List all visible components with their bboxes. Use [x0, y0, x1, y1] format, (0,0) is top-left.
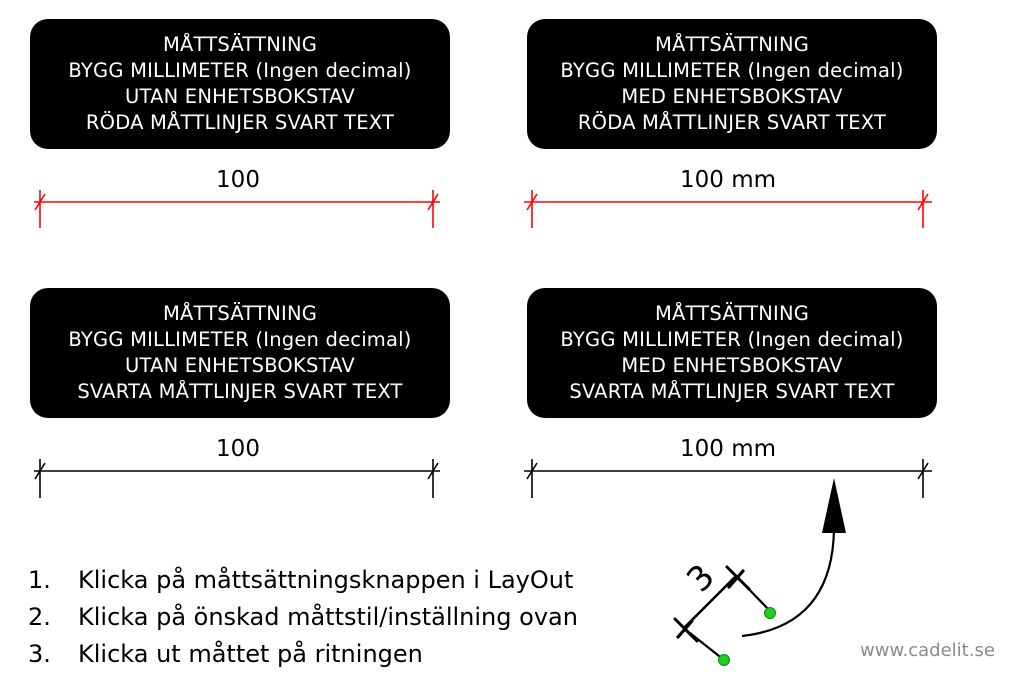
card-line: MED ENHETSBOKSTAV	[621, 85, 843, 108]
dimension-tool-icon	[675, 557, 776, 666]
dimension-line-red	[524, 190, 932, 228]
card-line: MÅTTSÄTTNING	[654, 33, 810, 56]
card-line: SVARTA MÅTTLINJER SVART TEXT	[77, 380, 403, 403]
card-line: RÖDA MÅTTLINJER SVART TEXT	[85, 111, 395, 134]
card-line: MED ENHETSBOKSTAV	[621, 354, 843, 377]
card-line: UTAN ENHETSBOKSTAV	[125, 85, 355, 108]
card-line: SVARTA MÅTTLINJER SVART TEXT	[569, 380, 895, 403]
dimension-value: 100 mm	[679, 167, 777, 193]
step-text: Klicka på önskad måttstil/inställning ovan	[78, 603, 578, 631]
dimension-line-red	[34, 190, 440, 228]
card-line: UTAN ENHETSBOKSTAV	[125, 354, 355, 377]
step-item	[28, 636, 578, 673]
card-line: BYGG MILLIMETER (Ingen decimal)	[68, 328, 412, 351]
step-text: Klicka ut måttet på ritningen	[78, 640, 423, 668]
card-line: BYGG MILLIMETER (Ingen decimal)	[68, 59, 412, 82]
card-line: BYGG MILLIMETER (Ingen decimal)	[560, 328, 904, 351]
watermark: www.cadelit.se	[860, 640, 995, 661]
step-item	[28, 599, 578, 636]
card-line: MÅTTSÄTTNING	[162, 33, 318, 56]
step-item	[28, 562, 578, 599]
step-number: 2.	[28, 603, 51, 631]
card-line: RÖDA MÅTTLINJER SVART TEXT	[577, 111, 887, 134]
dimension-tool-label: 3	[679, 556, 723, 601]
step-text: Klicka på måttsättningsknappen i LayOut	[78, 566, 574, 594]
card-line: BYGG MILLIMETER (Ingen decimal)	[560, 59, 904, 82]
step-number: 3.	[28, 640, 51, 668]
dimension-value: 100	[216, 436, 260, 462]
dimension-value: 100	[216, 167, 260, 193]
dimension-value: 100 mm	[679, 436, 777, 462]
pointer-arrow	[742, 478, 846, 636]
dimension-line-black	[34, 459, 440, 498]
card-line: MÅTTSÄTTNING	[654, 302, 810, 325]
dimension-line-black	[524, 459, 932, 498]
card-line: MÅTTSÄTTNING	[162, 302, 318, 325]
step-number: 1.	[28, 566, 51, 594]
instruction-steps	[28, 562, 578, 673]
